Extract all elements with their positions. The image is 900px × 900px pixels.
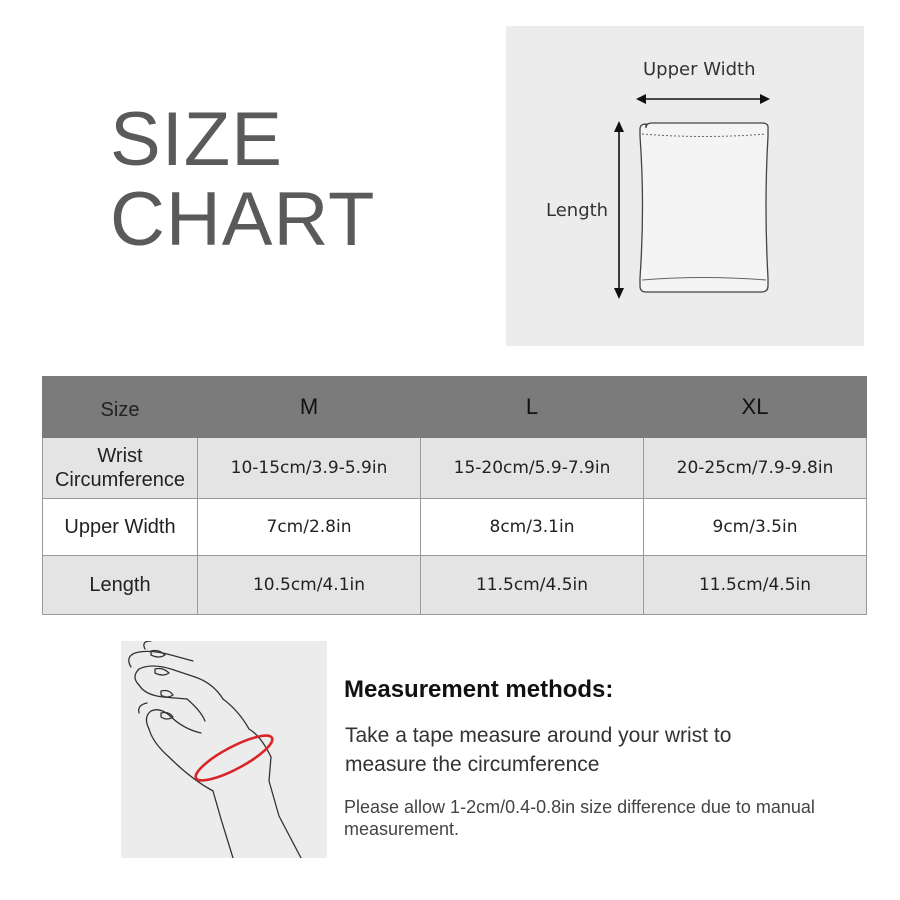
sleeve-diagram-panel — [506, 26, 864, 346]
size-m-header: M — [198, 377, 421, 438]
upper-width-label: Upper Width — [643, 59, 756, 80]
size-l-header: L — [421, 377, 644, 438]
table-cell: 11.5cm/4.5in — [421, 556, 644, 615]
hand-illustration-panel — [121, 641, 327, 858]
table-cell: 10-15cm/3.9-5.9in — [198, 438, 421, 499]
row-label-wrist-circumference — [43, 438, 198, 499]
table-header-row — [43, 377, 867, 438]
row-label-length: Length — [43, 556, 198, 615]
table-row — [43, 499, 867, 556]
measurement-instruction: Take a tape measure around your wrist to measure the circumference — [345, 724, 732, 776]
measurement-note: Please allow 1-2cm/0.4-0.8in size difference due to manual measurement. — [344, 797, 815, 839]
size-table — [42, 376, 867, 615]
table-cell: 10.5cm/4.1in — [198, 556, 421, 615]
table-cell: 20-25cm/7.9-9.8in — [644, 438, 867, 499]
measurement-methods-title: Measurement methods: — [344, 676, 614, 703]
table-cell: 11.5cm/4.5in — [644, 556, 867, 615]
hand-wrist-illustration-icon — [121, 641, 327, 858]
table-row — [43, 556, 867, 615]
table-cell: 7cm/2.8in — [198, 499, 421, 556]
size-column-header: Size — [43, 377, 198, 438]
table-cell: 15-20cm/5.9-7.9in — [421, 438, 644, 499]
size-chart-title — [110, 97, 376, 262]
length-label: Length — [546, 200, 609, 221]
size-xl-header: XL — [644, 377, 867, 438]
table-row — [43, 438, 867, 499]
table-cell: 8cm/3.1in — [421, 499, 644, 556]
table-cell: 9cm/3.5in — [644, 499, 867, 556]
row-label-line-1: Wrist — [97, 445, 143, 467]
row-label-line-2: Circumference — [54, 469, 186, 491]
row-label-upper-width: Upper Width — [43, 499, 198, 556]
title-line-1: SIZE — [110, 97, 283, 182]
title-line-2: CHART — [110, 177, 376, 262]
